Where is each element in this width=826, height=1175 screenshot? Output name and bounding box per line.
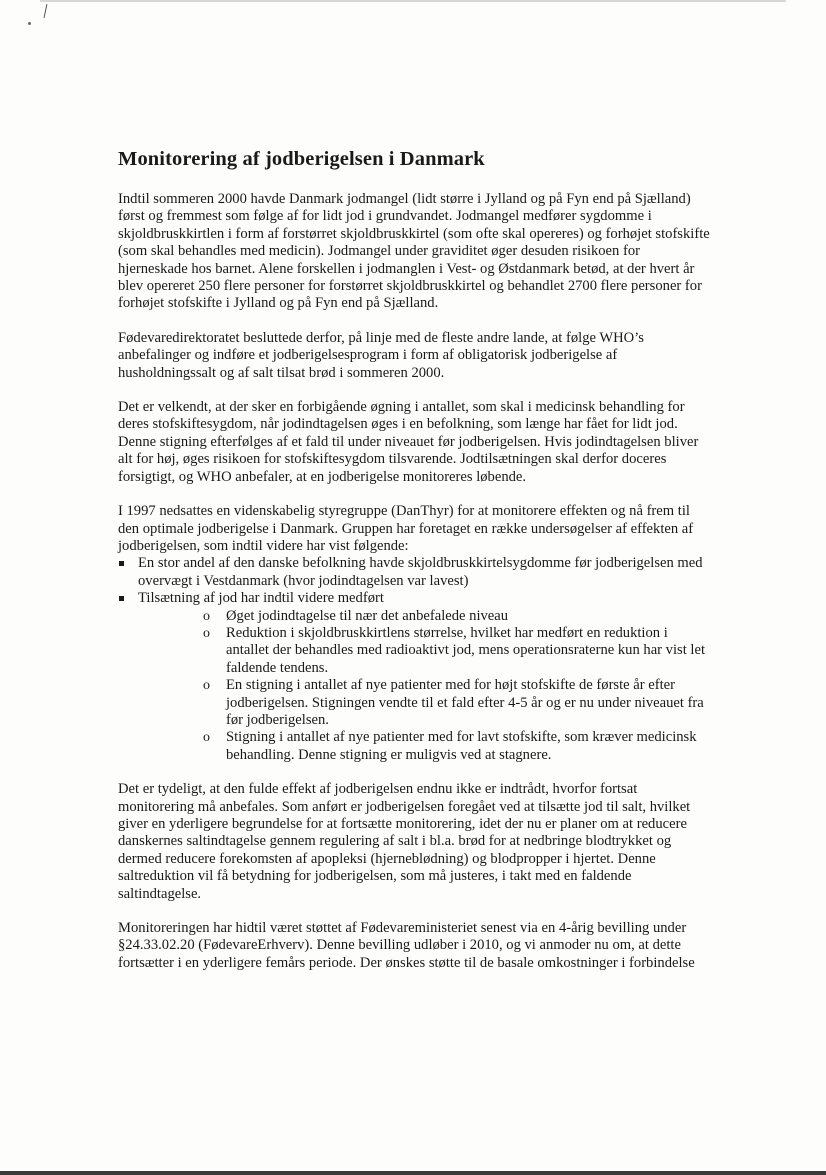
effect-item: o Stigning i antallet af nye patienter med for lavt stofskifte, som kræver medicinsk behandling. Denne stigning er muligvis ved at stagnere. bbox=[138, 729, 712, 764]
finding-item bbox=[118, 590, 712, 764]
paragraph-decision: Fødevaredirektoratet besluttede derfor, på linje med de fleste andre lande, at følge WHO’s anbefalinger og indføre et jodberigelsesprogram i form af obligatorisk jodberigelse af husholdningssalt og af salt tilsat brød i sommeren 2000. bbox=[118, 329, 644, 381]
paragraph-intro: Indtil sommeren 2000 havde Danmark jodmangel (lidt større i Jylland og på Fyn end på Sjælland) først og fremmest som følge af for lidt jod i grundvandet. Jodmangel medfører sygdomme i skjoldbruskkirtlen i form af forstørret skjoldbruskkirtel (som ofte skal opereres) og forhøjet stofskifte (som skal behandles med medicin). Jodmangel under graviditet øger desuden risikoen for hjerneskade hos barnet. Alene forskellen i jodmanglen i Vest- og Østdanmark betød, at der hvert år blev opereret 250 flere personer for forstørret skjoldbruskkirtel og behandlet 2700 flere personer for forhøjet stofskifte i Jylland og på Fyn end på Sjælland. bbox=[118, 191, 710, 312]
document-title: Monitorering af jodberigelsen i Danmark bbox=[118, 148, 485, 170]
finding-item bbox=[118, 555, 712, 590]
findings-list bbox=[118, 555, 712, 764]
paragraph-conclusion: Det er tydeligt, at den fulde effekt af jodberigelsen endnu ikke er indtrådt, hvorfor fortsat monitorering må anbefales. Som anført er jodberigelsen foregået ved at tilsætte jod til salt, hvilket giver en yderligere begrundelse for at fortsætte monitorering, idet der nu er planer om at reducere danskernes saltindtagelse gennem regulering af salt i bl.a. brød for at nedbringe blodtrykket og dermed reducere forekomsten af apopleksi (hjerneblødning) og blodpropper i hjertet. Denne saltreduktion vil få betydning for jodberigelsen, som må justeres, i takt med en faldende saltindtagelse. bbox=[118, 781, 691, 902]
page-edge-bottom bbox=[0, 1171, 826, 1175]
effect-item: o Øget jodindtagelse til nær det anbefalede niveau bbox=[138, 608, 712, 625]
page-edge-top bbox=[40, 0, 786, 2]
document-body bbox=[118, 148, 712, 989]
paragraph-background: Det er velkendt, at der sker en forbigående øgning i antallet, som skal i medicinsk behandling for deres stofskiftesygdom, når jodindtagelsen øges i en befolkning, som længe har fået for lidt jod. Denne stigning efterfølges af et fald til under niveauet før jodberigelsen. Hvis jodindtagelsen bliver alt for høj, øges risikoen for stofskiftesygdom tilsvarende. Jodtilsætningen skal derfor doceres forsigtigt, og WHO anbefaler, at en jodberigelse monitoreres løbende. bbox=[118, 399, 699, 485]
effect-item: o Reduktion i skjoldbruskkirtlens størrelse, hvilket har medført en reduktion i antallet der behandles med radioaktivt jod, mens operationsraterne kun har vist let faldende tendens. bbox=[138, 625, 712, 677]
effect-item: o En stigning i antallet af nye patienter med for højt stofskifte de første år efter jodberigelsen. Stigningen vendte til et fald efter 4-5 år og er nu under niveauet fra før jodberigelsen. bbox=[138, 677, 712, 729]
finding-text: En stor andel af den danske befolkning havde skjoldbruskkirtelsygdomme før jodberigelsen med overvægt i Vestdanmark (hvor jodindtagelsen var lavest) bbox=[138, 555, 703, 589]
paragraph-funding: Monitoreringen har hidtil været støttet af Fødevareministeriet senest via en 4-årig bevilling under §24.33.02.20 (FødevareErhverv). Denne bevilling udløber i 2010, og vi anmoder nu om, at dette fortsætter i en yderligere femårs periode. Der ønskes støtte til de basale omkostninger i forbindelse bbox=[118, 920, 695, 971]
finding-text: Tilsætning af jod har indtil videre medført bbox=[138, 590, 384, 607]
scan-mark bbox=[44, 4, 48, 18]
effects-sublist bbox=[138, 608, 712, 765]
scan-speck bbox=[28, 22, 31, 25]
paragraph-danthyr: I 1997 nedsattes en videnskabelig styregruppe (DanThyr) for at monitorere effekten og nå frem til den optimale jodberigelse i Danmark. Gruppen har foretaget en række undersøgelser af effekten af jodberigelsen, som indtil videre har vist følgende: bbox=[118, 503, 694, 554]
